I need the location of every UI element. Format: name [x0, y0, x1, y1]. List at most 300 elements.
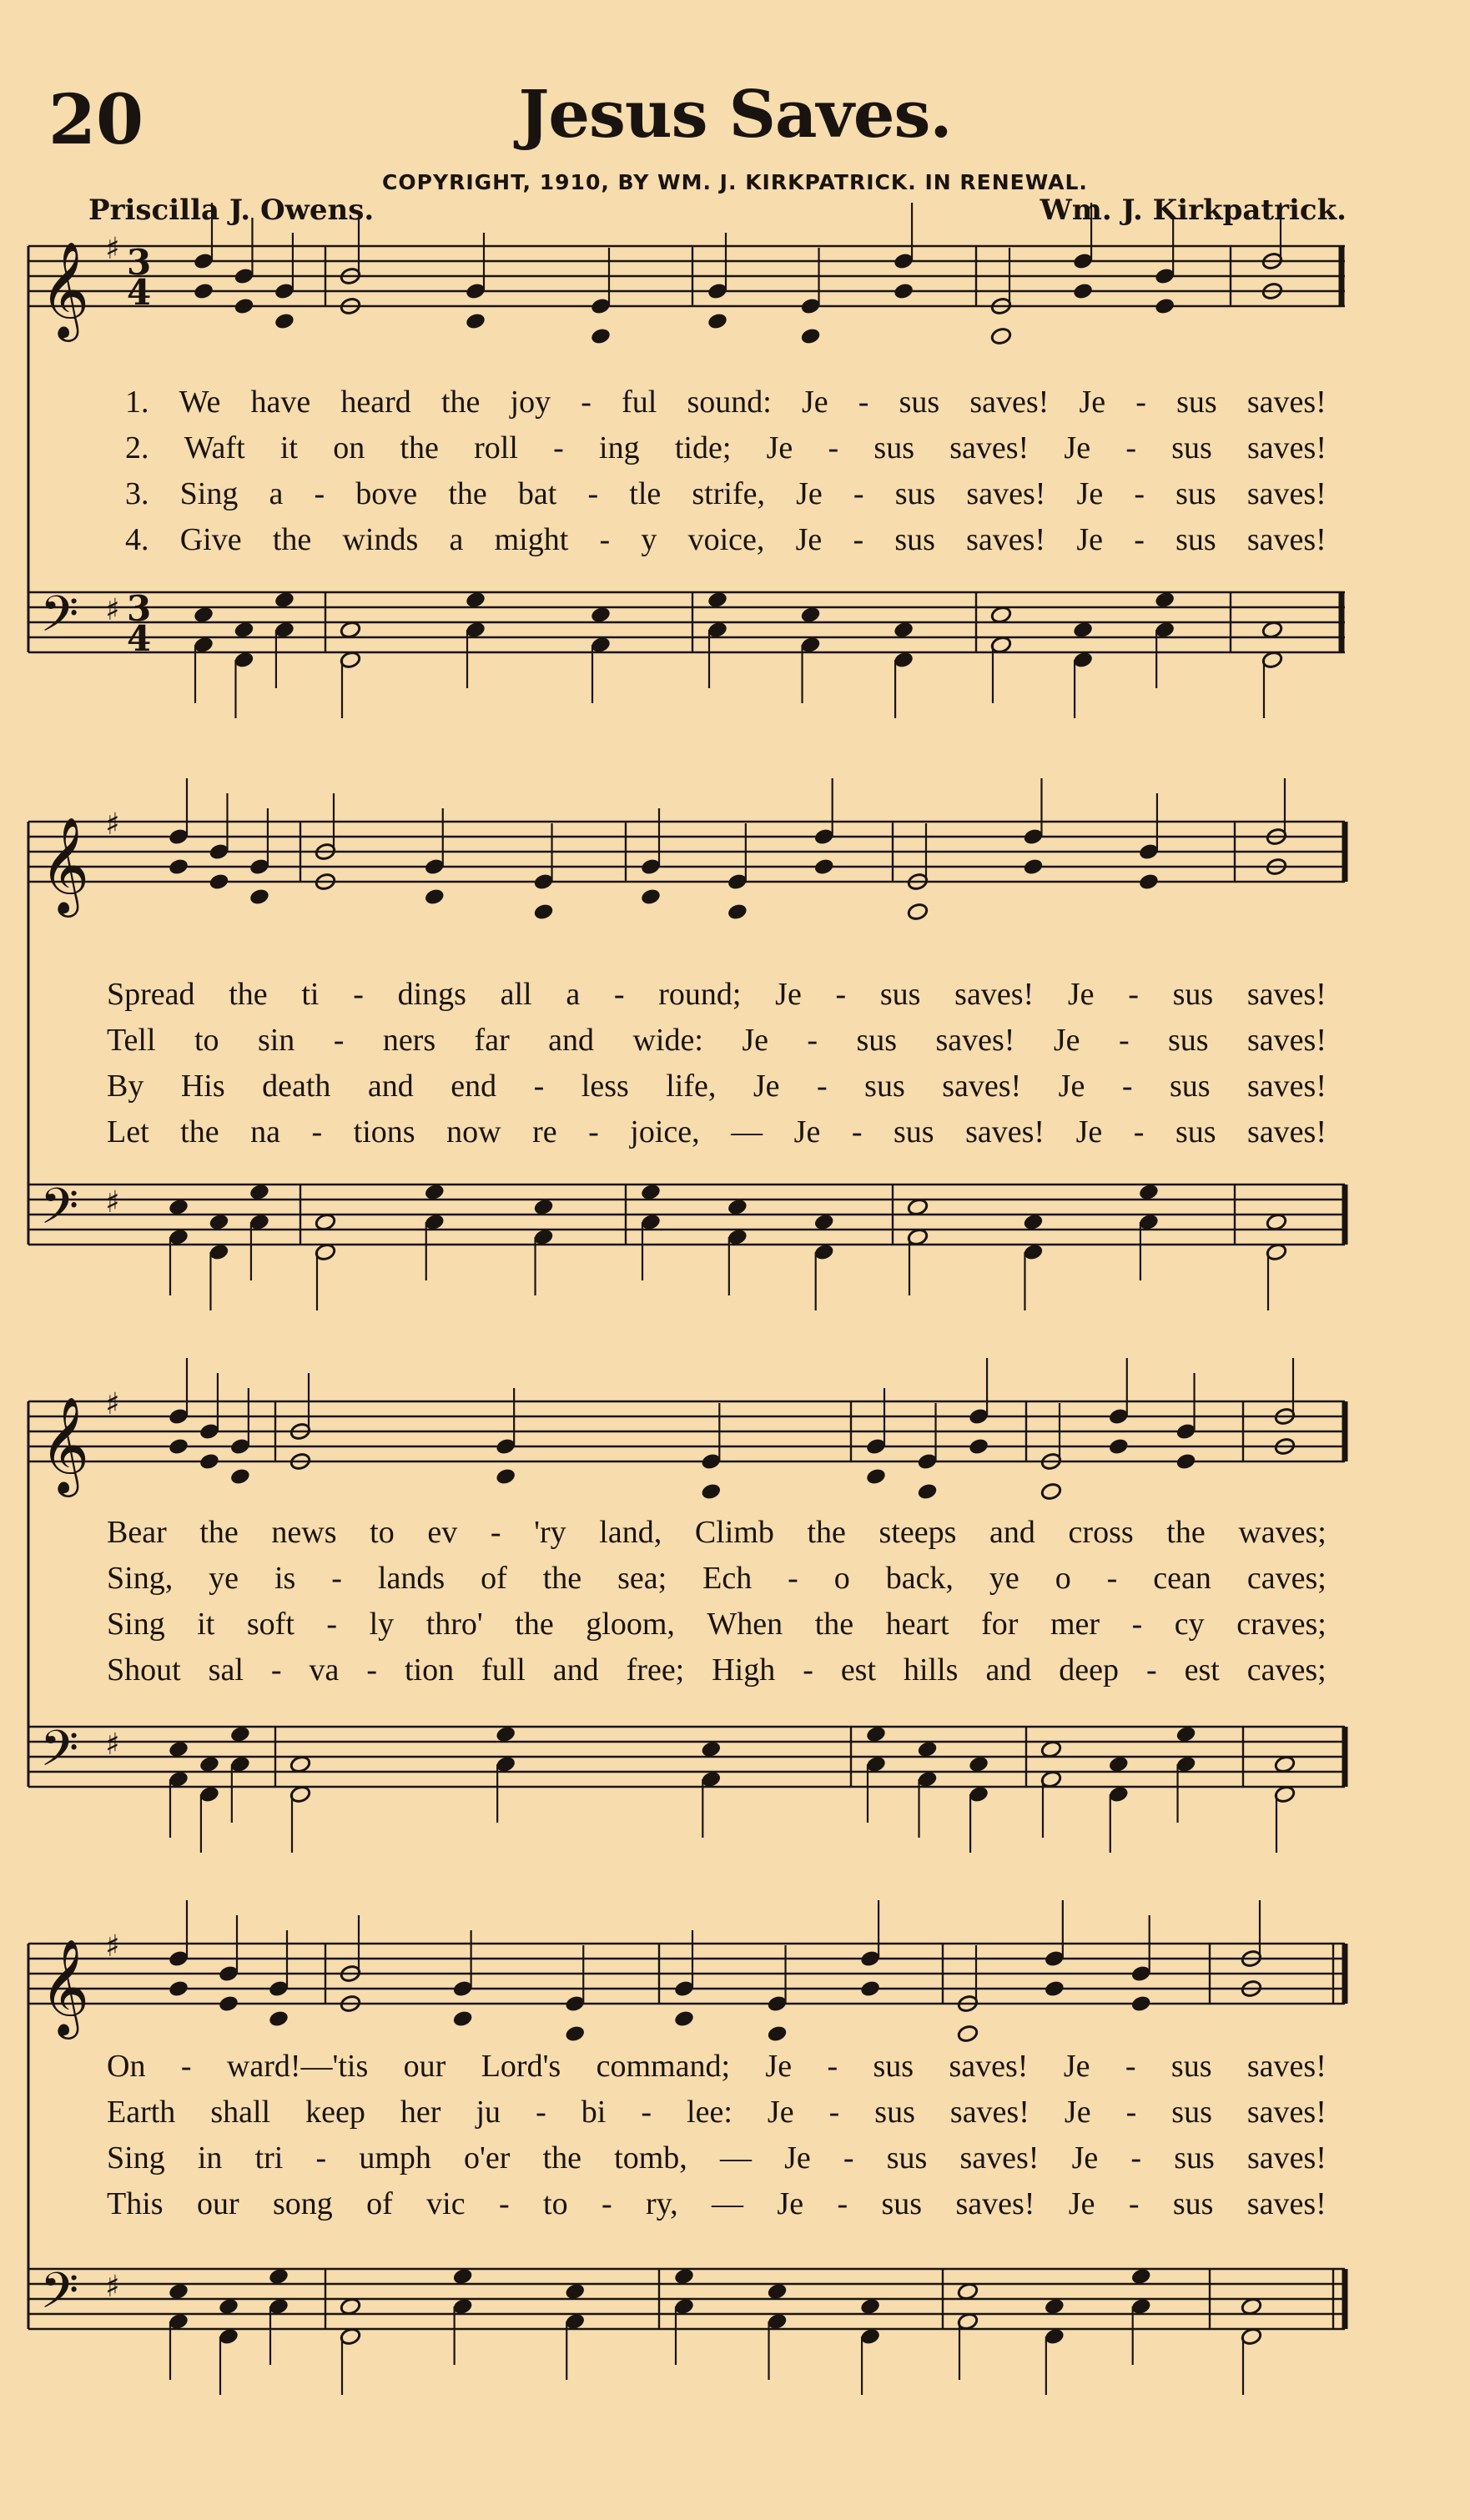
lyric-syllable: to [543, 2186, 568, 2221]
lyric-syllable: Je [1076, 522, 1103, 557]
lyric-syllable: - [853, 522, 864, 557]
lyric-syllable: - [1106, 1561, 1118, 1596]
lyric-syllable: life, [666, 1069, 717, 1104]
lyric-syllable: - [851, 1114, 863, 1149]
bass-clef-icon: 𝄢 [40, 1177, 79, 1247]
lyric-line [107, 1022, 1327, 1059]
lyric-syllable: tide; [674, 430, 732, 465]
treble-note [1130, 1994, 1152, 2014]
lyric-syllable: Sing [107, 2140, 165, 2175]
treble-note [495, 1467, 516, 1486]
lyric-line [107, 2140, 1327, 2176]
treble-note [1072, 282, 1094, 301]
lyric-syllable: have [250, 385, 311, 420]
lyric-syllable: wide: [632, 1023, 703, 1058]
lyric-syllable: o'er [464, 2140, 511, 2175]
lyric-syllable: a [449, 522, 464, 557]
lyric-syllable: sus [894, 1114, 934, 1149]
lyric-syllable: - [599, 522, 611, 557]
lyric-syllable: cross [1068, 1515, 1134, 1550]
sharp-icon: ♯ [105, 593, 120, 627]
treble-note [1044, 1979, 1065, 1999]
lyric-syllable: dings [397, 977, 466, 1012]
treble-note [168, 1979, 189, 1999]
lyric-syllable: High [712, 1652, 776, 1688]
treble-note [916, 1482, 938, 1501]
lyric-syllable: ye [989, 1561, 1019, 1596]
lyric-syllable: - [326, 1607, 338, 1642]
lyric-syllable: ye [209, 1561, 239, 1596]
treble-clef-icon: 𝄞 [40, 240, 90, 338]
lyric-syllable: sus [899, 385, 940, 420]
lyric-syllable: - [1135, 385, 1146, 420]
lyric-syllable: and [989, 1515, 1035, 1550]
lyric-syllable: roll [474, 430, 518, 465]
lyric-line [107, 2186, 1327, 2222]
lyric-syllable: saves! [1246, 2186, 1327, 2221]
lyric-syllable: saves! [949, 2049, 1029, 2084]
lyric-line [107, 1114, 1327, 1150]
treble-note [957, 2025, 979, 2044]
lyric-syllable: ly [369, 1607, 395, 1642]
lyric-syllable: sus [1168, 1023, 1209, 1058]
lyric-syllable: o [1055, 1561, 1071, 1596]
lyric-syllable: and [367, 1069, 414, 1104]
treble-note [532, 903, 554, 922]
composer-credit: Wm. J. Kirkpatrick. [1040, 194, 1347, 227]
treble-note [990, 327, 1012, 346]
sharp-icon: ♯ [105, 1185, 120, 1220]
lyric-syllable: the [229, 977, 268, 1012]
sharp-icon: ♯ [105, 1387, 120, 1421]
lyric-syllable: bi [581, 2095, 607, 2130]
lyric-syllable: end [451, 1069, 497, 1104]
lyric-syllable: Je [1053, 1023, 1080, 1058]
lyric-syllable: our [403, 2049, 446, 2084]
lyric-syllable: sal [208, 1652, 244, 1688]
lyric-syllable: the [1166, 1515, 1206, 1550]
hymn-title: Jesus Saves. [518, 77, 952, 153]
sharp-icon: ♯ [105, 1929, 120, 1964]
lyric-syllable: caves; [1246, 1652, 1327, 1688]
lyric-syllable: craves; [1236, 1607, 1327, 1642]
lyric-syllable: the [542, 1561, 582, 1596]
lyric-syllable: Give [179, 522, 242, 557]
lyric-syllable: - [1121, 1069, 1133, 1104]
lyric-syllable: y [641, 522, 657, 557]
treble-note [640, 888, 662, 907]
lyric-syllable: - [788, 1561, 798, 1596]
lyric-syllable: sus [873, 430, 914, 465]
lyric-syllable: Je [775, 977, 802, 1012]
treble-clef-icon: 𝄞 [40, 1396, 90, 1493]
lyric-line [107, 1068, 1327, 1104]
lyric-syllable: round; [658, 977, 742, 1012]
lyric-syllable: hills [904, 1652, 959, 1688]
lyric-syllable: saves! [1247, 1069, 1327, 1104]
treble-note [452, 2009, 474, 2029]
lyric-syllable: saves! [966, 476, 1046, 511]
lyric-syllable: land, [599, 1515, 662, 1550]
lyric-syllable: saves! [1246, 476, 1327, 511]
time-signature-top: 3 [127, 588, 152, 629]
lyric-syllable: 1. [125, 385, 149, 420]
lyric-syllable: ing [599, 430, 640, 465]
lyric-syllable: Bear [107, 1515, 167, 1550]
lyric-syllable: joice, [630, 1114, 700, 1149]
lyric-syllable: Je [801, 385, 828, 420]
lyric-syllable: - [1128, 977, 1139, 1012]
lyric-syllable: Je [1079, 385, 1106, 420]
treble-note [1022, 858, 1044, 877]
lyric-syllable: saves! [949, 430, 1030, 465]
lyric-syllable: - [817, 1069, 828, 1104]
lyric-syllable: her [400, 2095, 441, 2130]
sharp-icon: ♯ [105, 1728, 120, 1762]
lyric-syllable: winds [342, 522, 419, 557]
treble-note [229, 1467, 251, 1486]
lyric-syllable: in [197, 2140, 223, 2175]
lyric-syllable: vic [426, 2186, 466, 2221]
lyric-syllable: sus [874, 2095, 915, 2130]
lyric-syllable: saves! [949, 2095, 1030, 2130]
lyric-syllable: and [548, 1023, 595, 1058]
lyric-syllable: and [985, 1652, 1032, 1688]
lyric-syllable: strife, [692, 476, 765, 511]
lyric-syllable: Let [107, 1114, 149, 1149]
lyric-syllable: - [1118, 1023, 1130, 1058]
lyric-syllable: keep [305, 2095, 365, 2130]
lyric-syllable: might [494, 522, 569, 557]
treble-note [1154, 297, 1175, 316]
lyric-syllable: Je [1075, 1114, 1103, 1149]
lyric-syllable: the [180, 1114, 219, 1149]
time-signature-top: 3 [127, 242, 152, 283]
lyric-syllable: sus [873, 2049, 914, 2084]
treble-note [208, 873, 229, 892]
lyric-syllable: - [835, 977, 847, 1012]
lyric-syllable: Je [1076, 476, 1104, 511]
lyric-syllable: Je [1071, 2140, 1099, 2175]
lyric-syllable: - [641, 2095, 652, 2130]
lyric-syllable: sus [1170, 2049, 1212, 2084]
copyright-notice: COPYRIGHT, 1910, BY WM. J. KIRKPATRICK. IN RENEWAL. [382, 170, 1088, 194]
lyric-syllable: o [833, 1561, 850, 1596]
lyric-syllable: When [707, 1607, 783, 1642]
lyric-syllable: Spread [107, 977, 195, 1012]
lyric-syllable: sus [1172, 2186, 1214, 2221]
lyric-syllable: bove [355, 476, 418, 511]
lyric-syllable: deep [1059, 1652, 1120, 1688]
treble-note [700, 1482, 722, 1501]
treble-note [218, 1994, 239, 2014]
lyric-syllable: steeps [878, 1515, 957, 1550]
lyric-syllable: Shout [107, 1652, 181, 1688]
hymn-number: 20 [48, 80, 144, 160]
lyric-syllable: sus [894, 522, 935, 557]
lyric-syllable: and [552, 1652, 599, 1688]
lyric-syllable: saves! [1246, 2049, 1327, 2084]
lyric-syllable: - [827, 2049, 838, 2084]
lyric-syllable: sus [1171, 2095, 1212, 2130]
lyric-syllable: is [274, 1561, 296, 1596]
lyric-syllable: - [1125, 2049, 1136, 2084]
lyric-syllable: - [601, 2186, 612, 2221]
lyric-syllable: Tell [107, 1023, 156, 1058]
lyric-syllable: less [581, 1069, 629, 1104]
lyric-syllable: joy [510, 385, 551, 420]
lyric-syllable: the [400, 430, 439, 465]
lyric-line [125, 521, 1327, 558]
lyric-syllable: Je [795, 522, 823, 557]
bass-clef-icon: 𝄢 [40, 585, 79, 655]
treble-note [907, 903, 929, 922]
treble-note [1175, 1452, 1196, 1471]
lyric-syllable: the [448, 476, 487, 511]
treble-note [564, 2025, 586, 2044]
lyric-syllable: Earth [107, 2095, 176, 2130]
lyric-syllable: song [272, 2186, 333, 2221]
lyric-syllable: - [807, 1023, 818, 1058]
lyric-syllable: a [566, 977, 581, 1012]
lyric-syllable: - [490, 1515, 501, 1550]
lyric-syllable: - [1125, 430, 1136, 465]
lyric-syllable: We [179, 385, 221, 420]
lyric-syllable: saves! [1246, 522, 1327, 557]
treble-note [268, 2009, 289, 2029]
treble-note [859, 1979, 881, 1999]
lyric-syllable: 4. [125, 522, 149, 557]
lyric-syllable: heard [340, 385, 411, 420]
lyric-syllable: saves! [1247, 430, 1327, 465]
lyric-syllable: Je [1058, 1069, 1085, 1104]
lyric-syllable: news [271, 1515, 337, 1550]
lyric-syllable: the [814, 1607, 854, 1642]
lyric-syllable: - [828, 430, 839, 465]
lyric-syllable: - [498, 2186, 510, 2221]
lyric-syllable: This [107, 2186, 164, 2221]
lyric-syllable: sus [879, 977, 921, 1012]
treble-note [707, 312, 728, 331]
lyric-syllable: sus [1175, 1114, 1216, 1149]
lyric-syllable: it [197, 1607, 215, 1642]
lyric-syllable: Sing [179, 476, 239, 511]
lyric-line [125, 430, 1327, 466]
lyric-syllable: - [837, 2186, 848, 2221]
lyric-syllable: - [1131, 1607, 1143, 1642]
lyric-syllable: sus [1169, 1069, 1211, 1104]
lyric-syllable: — [712, 2186, 744, 2221]
lyricist-credit: Priscilla J. Owens. [88, 194, 375, 227]
lyric-syllable: on [333, 430, 365, 465]
lyric-syllable: of [481, 1561, 507, 1596]
lyric-syllable: the [440, 385, 481, 420]
lyric-line [107, 1514, 1327, 1551]
lyric-syllable: - [553, 430, 564, 465]
lyric-syllable: Je [1068, 2186, 1095, 2221]
lyric-syllable: Je [765, 2049, 793, 2084]
lyric-syllable: Je [793, 1114, 821, 1149]
lyric-syllable: umph [359, 2140, 431, 2175]
lyric-syllable: saves! [935, 1023, 1015, 1058]
lyric-syllable: thro' [425, 1607, 483, 1642]
lyric-syllable: - [180, 2049, 192, 2084]
treble-note [168, 1437, 189, 1456]
lyric-syllable: 2. [125, 430, 149, 465]
lyric-syllable: By [107, 1069, 144, 1104]
lyric-syllable: saves! [965, 1114, 1045, 1149]
bass-clef-icon: 𝄢 [40, 2261, 79, 2331]
lyric-syllable: the [515, 1607, 554, 1642]
lyric-syllable: Je [1064, 430, 1091, 465]
lyric-syllable: Je [766, 430, 793, 465]
lyric-syllable: tomb, [614, 2140, 687, 2175]
lyric-syllable: the [542, 2140, 582, 2175]
lyric-syllable: Je [1067, 977, 1095, 1012]
lyric-syllable: cean [1153, 1561, 1211, 1596]
lyric-syllable: voice, [687, 522, 765, 557]
lyric-syllable: na [250, 1114, 280, 1149]
treble-note [465, 312, 486, 331]
lyric-line [107, 1652, 1327, 1688]
lyric-line [107, 1560, 1327, 1597]
lyric-syllable: - [1128, 2186, 1140, 2221]
treble-note [766, 2025, 788, 2044]
lyric-syllable: mer [1050, 1607, 1100, 1642]
lyric-syllable: command; [596, 2049, 731, 2084]
lyric-syllable: now [446, 1114, 501, 1149]
lyric-syllable: ev [427, 1515, 458, 1550]
lyric-syllable: On [107, 2049, 146, 2084]
lyric-syllable: ners [382, 1023, 436, 1058]
lyric-syllable: ward!—'tis [226, 2049, 369, 2084]
lyric-syllable: sus [856, 1023, 898, 1058]
lyric-line [125, 475, 1327, 512]
treble-note [865, 1467, 887, 1486]
lyric-syllable: our [196, 2186, 239, 2221]
lyric-syllable: lee: [687, 2095, 732, 2130]
treble-note [274, 312, 295, 331]
lyric-syllable: sus [1176, 385, 1217, 420]
lyric-syllable: - [613, 977, 625, 1012]
lyric-syllable: saves! [969, 385, 1050, 420]
treble-note [168, 858, 189, 877]
treble-note [1040, 1482, 1062, 1501]
lyric-syllable: Ech [702, 1561, 753, 1596]
lyric-syllable: - [311, 1114, 323, 1149]
lyric-syllable: Je [777, 2186, 804, 2221]
lyric-syllable: - [315, 2140, 327, 2175]
treble-note [813, 858, 835, 877]
lyric-syllable: for [981, 1607, 1019, 1642]
lyric-syllable: sus [1174, 2140, 1215, 2175]
lyric-syllable: saves! [966, 522, 1046, 557]
lyric-syllable: saves! [1246, 2095, 1327, 2130]
lyric-line [107, 2048, 1327, 2085]
lyric-syllable: - [803, 1652, 813, 1688]
lyric-syllable: saves! [1247, 1023, 1327, 1058]
lyric-syllable: Je [753, 1069, 780, 1104]
lyric-syllable: gloom, [586, 1607, 675, 1642]
lyric-syllable: saves! [1246, 2140, 1327, 2175]
treble-note [968, 1437, 989, 1456]
lyric-syllable: saves! [1246, 385, 1327, 420]
lyric-syllable: sus [1175, 522, 1216, 557]
lyric-line [125, 384, 1327, 420]
lyric-syllable: Sing [107, 1607, 165, 1642]
treble-note [1138, 873, 1160, 892]
lyric-syllable: saves! [955, 2186, 1035, 2221]
lyric-line [107, 2094, 1327, 2130]
time-signature-bottom: 4 [127, 272, 152, 313]
lyric-syllable: sus [1171, 430, 1212, 465]
time-signature-bottom: 4 [127, 618, 152, 659]
lyric-syllable: - [333, 1023, 345, 1058]
lyric-syllable: - [353, 977, 364, 1012]
lyric-syllable: the [272, 522, 312, 557]
treble-note [424, 888, 446, 907]
lyric-syllable: sus [1175, 476, 1216, 511]
lyric-syllable: saves! [1247, 1114, 1327, 1149]
lyric-syllable: est [840, 1652, 877, 1688]
lyric-syllable: 3. [125, 476, 149, 511]
lyric-syllable: sus [864, 1069, 905, 1104]
lyric-syllable: — [719, 2140, 752, 2175]
lyric-syllable: the [199, 1515, 239, 1550]
lyric-syllable: Je [1063, 2049, 1090, 2084]
lyric-syllable: caves; [1246, 1561, 1327, 1596]
lyric-syllable: - [270, 1652, 282, 1688]
treble-clef-icon: 𝄞 [40, 1938, 90, 2035]
lyric-syllable: - [588, 1114, 599, 1149]
lyric-syllable: soft [246, 1607, 295, 1642]
lyric-syllable: est [1184, 1652, 1220, 1688]
lyric-syllable: Climb [694, 1515, 774, 1550]
lyric-syllable: sus [1172, 977, 1214, 1012]
lyric-syllable: His [180, 1069, 225, 1104]
lyric-syllable: - [853, 476, 864, 511]
lyric-syllable: - [366, 1652, 377, 1688]
lyric-syllable: - [858, 385, 869, 420]
sharp-icon: ♯ [105, 232, 120, 266]
lyric-syllable: - [581, 385, 592, 420]
lyric-syllable: the [807, 1515, 846, 1550]
treble-note [193, 282, 214, 301]
lyric-syllable: to [194, 1023, 219, 1058]
lyric-syllable: tri [254, 2140, 284, 2175]
treble-note [799, 327, 821, 346]
lyric-syllable: tions [353, 1114, 415, 1149]
lyric-syllable: - [536, 2095, 546, 2130]
lyric-syllable: - [1133, 1114, 1145, 1149]
lyric-syllable: a [269, 476, 284, 511]
lyric-syllable: shall [210, 2095, 271, 2130]
sharp-icon: ♯ [105, 2270, 120, 2304]
treble-note [233, 297, 254, 316]
lyric-syllable: Je [1064, 2095, 1091, 2130]
lyric-syllable: saves! [959, 2140, 1040, 2175]
lyric-syllable: sea; [617, 1561, 667, 1596]
lyric-syllable: ful [622, 385, 657, 420]
lyric-line [107, 976, 1327, 1013]
lyric-syllable: - [1125, 2095, 1137, 2130]
treble-clef-icon: 𝄞 [40, 816, 90, 913]
lyric-syllable: Je [796, 476, 823, 511]
treble-note [673, 2009, 695, 2029]
lyric-syllable: all [500, 977, 532, 1012]
treble-note [727, 903, 748, 922]
lyric-syllable: heart [885, 1607, 949, 1642]
